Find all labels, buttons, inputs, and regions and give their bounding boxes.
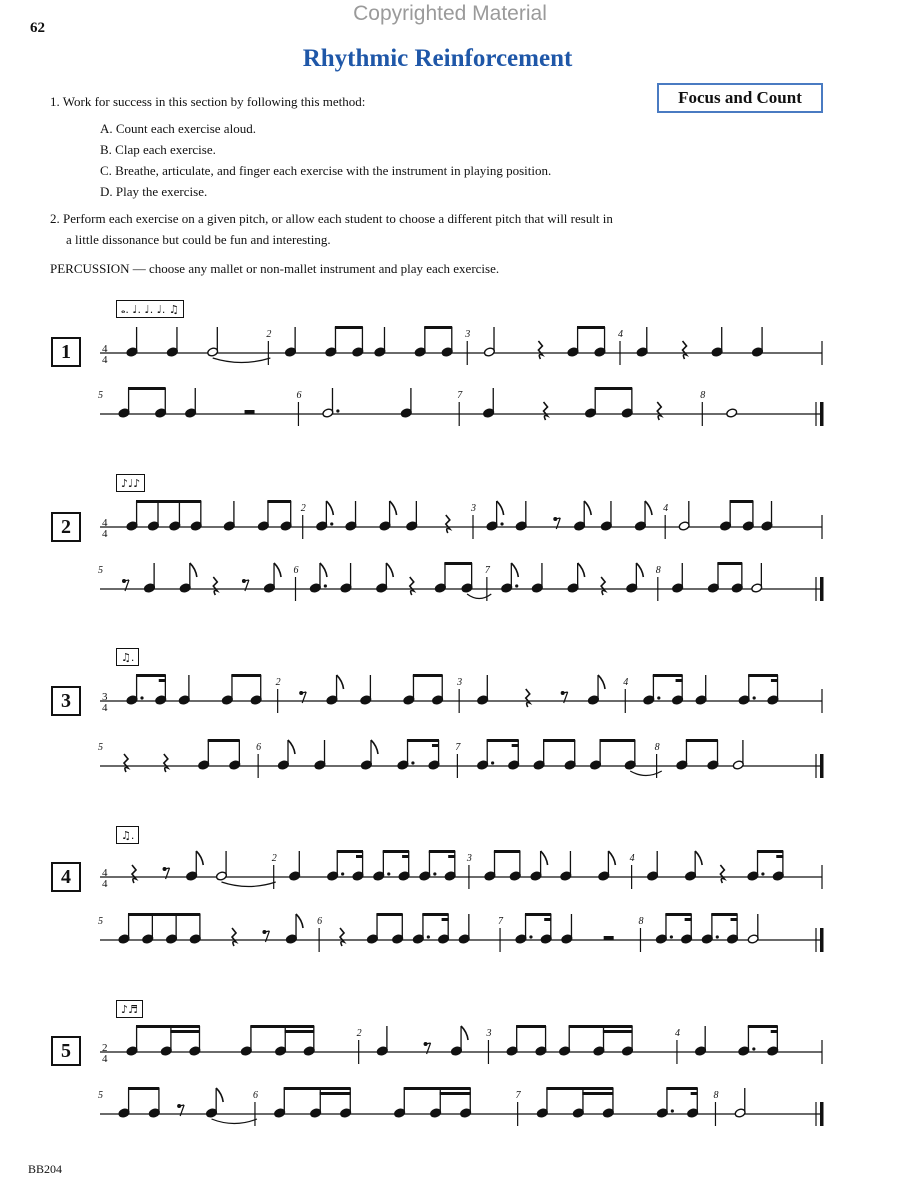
measure-number: 5 [98,390,103,401]
measure-number: 2 [271,853,277,864]
time-signature-bottom: 4 [102,1053,108,1065]
final-barline-thick [820,928,824,952]
beam [653,674,683,677]
note-flag [337,675,344,689]
beam-secondary [320,1092,351,1095]
beam [711,913,737,916]
note-flag [497,501,504,515]
note-flag [584,501,591,515]
beam [376,913,402,916]
quarter-rest [213,577,217,595]
beam-secondary [448,855,455,858]
beam [413,674,443,677]
note-dot [752,1047,755,1050]
measure-number: 2 [275,677,281,688]
note-flag [216,1088,223,1102]
beam [231,674,261,677]
beam [686,739,718,742]
instruction-step-d: D. Play the exercise. [100,184,208,199]
note-flag [636,563,643,577]
beam [665,913,691,916]
beam [128,1087,159,1090]
beam-secondary [512,744,519,747]
beam-secondary [356,855,363,858]
quarter-rest [526,689,530,707]
beam [717,562,742,565]
quarter-rest [340,928,344,946]
note-dot [433,872,436,875]
beam-secondary [440,1092,471,1095]
beam [284,1087,351,1090]
beam [546,1087,613,1090]
time-signature-top: 4 [102,517,108,529]
note-flag [608,851,615,865]
quarter-rest [720,865,724,883]
beam [757,850,783,853]
beam [267,500,291,503]
measure-number: 3 [466,853,472,864]
measure-number: 4 [629,853,635,864]
measure-number: 2 [300,503,306,514]
time-signature-bottom: 4 [102,354,108,366]
measure-number: 3 [486,1028,492,1039]
time-signature-top: 4 [102,867,108,879]
quarter-rest [232,928,236,946]
beam [128,387,166,390]
beam-secondary [170,1030,200,1033]
quarter-rest [657,402,661,420]
final-barline-thick [820,754,824,778]
time-signature-bottom: 4 [102,878,108,890]
beam-secondary [544,918,551,921]
note-flag [645,501,652,515]
measure-number: 3 [465,329,471,340]
beam-secondary [771,679,778,682]
beam [487,739,519,742]
note-flag [320,563,327,577]
beam [136,500,201,503]
measure-number: 2 [356,1028,362,1039]
beam [577,326,605,329]
note-flag [461,1026,468,1040]
time-signature-top: 4 [102,343,108,355]
note-dot [491,761,494,764]
footer-code: BB204 [28,1162,63,1176]
note-dot [324,584,327,587]
note-head [726,408,738,418]
note-dot [670,935,673,938]
beam [429,850,455,853]
time-signature-top: 2 [102,1042,108,1054]
exercise-number-4: 4 [51,862,81,892]
instruction-item-2-line-2: a little dissonance but could be fun and interesting. [66,232,331,247]
note-dot [515,584,518,587]
rhythm-key-4: ♫. [116,826,139,844]
measure-number: 7 [455,742,461,753]
beam [424,326,452,329]
measure-number: 6 [256,742,262,753]
beam [250,1025,314,1028]
beam-secondary [159,679,166,682]
rhythm-key-1: 𝅝. ♩. ♩. ♩. ♫ [116,300,184,318]
beam [444,562,472,565]
beam [335,326,363,329]
tie [213,358,271,363]
tie [221,882,275,887]
measure-number: 8 [654,742,660,753]
beam [569,1025,633,1028]
measure-number: 6 [317,916,323,927]
rhythm-key-2: ♪♩♪ [116,474,145,492]
quarter-rest [410,577,414,595]
beam [748,1025,778,1028]
note-dot [427,935,430,938]
beam-secondary [776,855,783,858]
time-signature-top: 3 [102,691,108,703]
beam-secondary [582,1092,613,1095]
exercise-number-3: 3 [51,686,81,716]
instruction-step-b: B. Clap each exercise. [100,142,216,157]
tie [212,1119,257,1124]
note-dot [671,1109,674,1112]
note-flag [371,740,378,754]
beam [407,739,439,742]
quarter-rest [446,515,450,533]
measure-number: 8 [638,916,644,927]
measure-number: 7 [515,1090,521,1101]
beam [748,674,778,677]
note-dot [411,761,414,764]
measure-number: 5 [98,916,103,927]
note-dot [341,872,344,875]
quarter-rest [544,402,548,420]
focus-and-count-label: Focus and Count [657,83,823,113]
final-barline-thick [820,1102,824,1126]
measure-number: 4 [663,503,669,514]
measure-number: 4 [623,677,629,688]
quarter-rest [601,577,605,595]
quarter-rest [164,754,168,772]
note-flag [598,675,605,689]
beam-secondary [285,1030,315,1033]
beam-secondary [402,855,409,858]
note-dot [387,872,390,875]
beam [666,1087,697,1090]
tie [467,594,491,599]
beam [600,739,636,742]
note-dot [716,935,719,938]
measure-number: 8 [700,390,706,401]
measure-number: 7 [484,565,490,576]
instruction-step-c: C. Breathe, articulate, and finger each exercise with the instrument in playing position. [100,163,552,178]
measure-number: 5 [98,565,103,576]
quarter-rest [683,341,687,359]
beam-secondary [731,918,738,921]
beam [494,850,520,853]
note-dot [330,522,333,525]
final-barline-thick [820,402,824,426]
quarter-rest [124,754,128,772]
instruction-item-2-line-1: 2. Perform each exercise on a given pitch, or allow each student to choose a different pitch that will result in [50,211,613,226]
measure-number: 5 [98,742,103,753]
measure-number: 7 [457,390,463,401]
exercise-number-2: 2 [51,512,81,542]
note-flag [274,563,281,577]
beam [525,913,551,916]
final-barline-thick [820,577,824,601]
note-flag [196,851,203,865]
beam-secondary [432,744,439,747]
note-dot [336,409,339,412]
beam [337,850,363,853]
quarter-rest [538,341,542,359]
note-flag [578,563,585,577]
beam [208,739,240,742]
beam-secondary [691,1092,698,1095]
beam [516,1025,546,1028]
exercise-number-1: 1 [51,337,81,367]
instruction-item-1: 1. Work for success in this section by following this method: [50,94,366,109]
instruction-step-a: A. Count each exercise aloud. [100,121,256,136]
note-dot [500,522,503,525]
beam-secondary [685,918,692,921]
beam-secondary [771,1030,778,1033]
measure-number: 7 [498,916,504,927]
page-number: 62 [30,20,45,36]
copyright-watermark: Copyrighted Material [353,2,547,25]
measure-number: 4 [618,329,623,340]
time-signature-bottom: 4 [102,528,108,540]
beam [404,1087,471,1090]
rhythm-key-3: ♫. [116,648,139,666]
note-flag [390,501,397,515]
note-dot [753,696,756,699]
half-rest [245,410,255,414]
measure-number: 3 [471,503,476,514]
note-flag [541,851,548,865]
note-dot [761,872,764,875]
quarter-rest [132,865,136,883]
measure-number: 5 [98,1090,103,1101]
measure-number: 6 [252,1090,258,1101]
measure-number: 6 [293,565,299,576]
measure-number: 2 [266,329,272,340]
beam [383,850,409,853]
note-flag [695,851,702,865]
note-flag [386,563,393,577]
beam [422,913,448,916]
note-flag [288,740,295,754]
measure-number: 3 [457,677,463,688]
beam [128,913,200,916]
page-title: Rhythmic Reinforcement [302,45,573,72]
measure-number: 8 [713,1090,719,1101]
beam [595,387,633,390]
beam [136,1025,200,1028]
beam-secondary [603,1030,633,1033]
time-signature-bottom: 4 [102,702,108,714]
note-flag [190,563,197,577]
exercise-number-5: 5 [51,1036,81,1066]
note-flag [296,914,303,928]
note-dot [140,696,143,699]
half-rest [604,936,614,940]
measure-number: 8 [655,565,661,576]
note-dot [529,935,532,938]
note-flag [511,563,518,577]
rhythm-key-5: ♪♬ [116,1000,143,1018]
measure-number: 6 [296,390,302,401]
note-dot [657,696,660,699]
beam-secondary [442,918,449,921]
beam [136,674,166,677]
beam [730,500,754,503]
percussion-note: PERCUSSION — choose any mallet or non-mallet instrument and play each exercise. [50,261,500,276]
beam [543,739,575,742]
note-flag [326,501,333,515]
beam-secondary [676,679,683,682]
measure-number: 4 [674,1028,680,1039]
